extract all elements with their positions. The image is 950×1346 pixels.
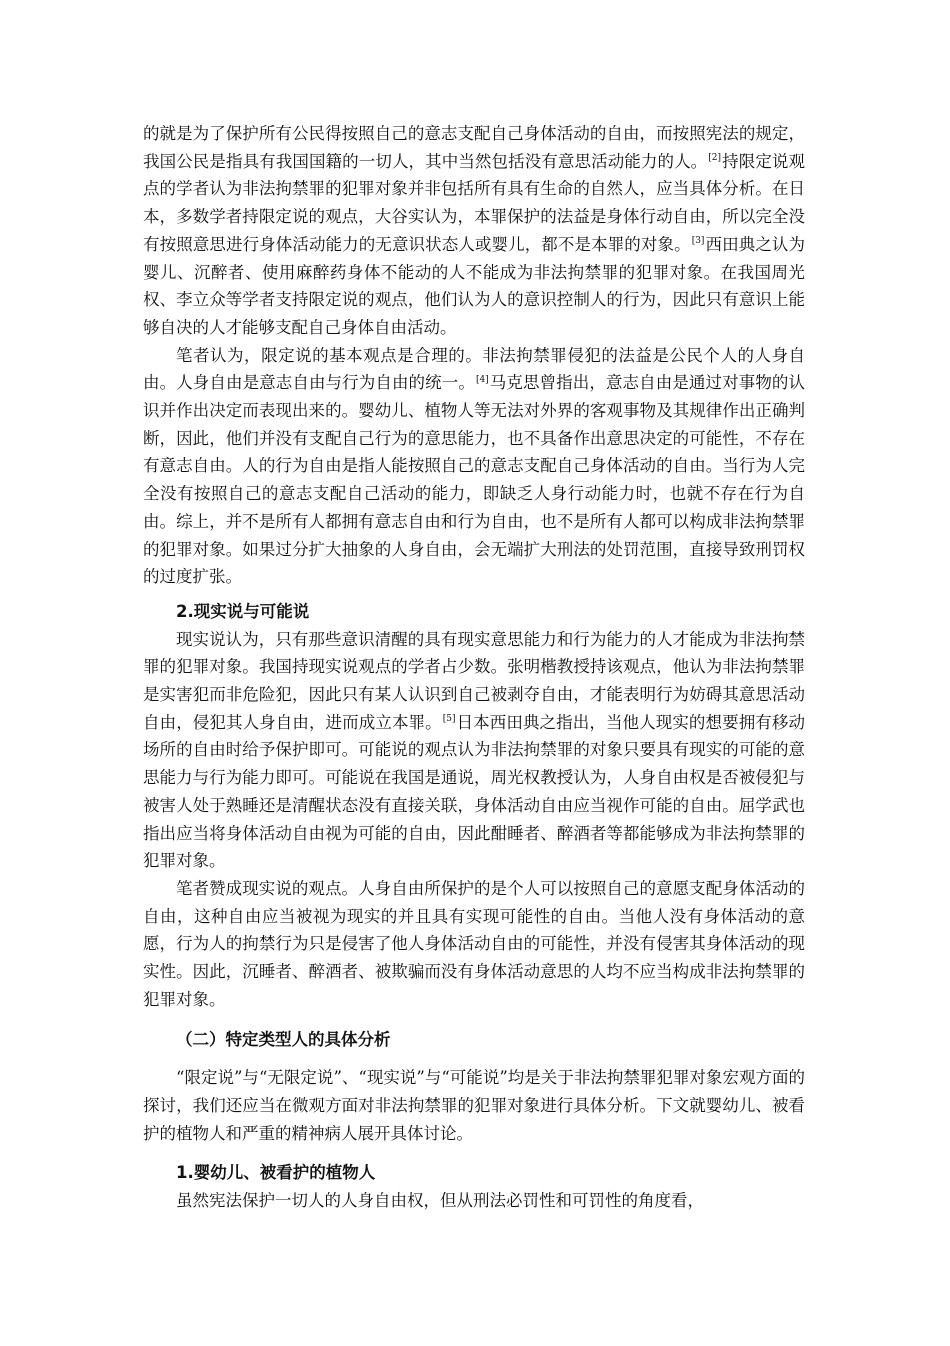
citation-4: [4] <box>475 374 489 385</box>
citation-5: [5] <box>442 714 456 725</box>
paragraph-author-view-limited: 笔者认为，限定说的基本观点是合理的。非法拘禁罪侵犯的法益是公民个人的人身自由。人身自由是意志自由与行为自由的统一。[4]马克思曾指出，意志自由是通过对事物的认识并作出决定而表现出来的。婴幼儿、植物人等无法对外界的客观事物及其规律作出正确判断，因此，他们并没有支配自己行为的意思能力，也不具备作出意思决定的可能性，不存在有意志自由。人的行为自由是指人能按照自己的意志支配自己身体活动的自由。当行为人完全没有按照自己的意志支配自己活动的能力，即缺乏人身行动能力时，也就不存在行为自由。综上，并不是所有人都拥有意志自由和行为自由，也不是所有人都可以构成非法拘禁罪的犯罪对象。如果过分扩大抽象的人身自由，会无端扩大刑法的处罚范围，直接导致刑罚权的过度扩张。 <box>143 345 806 587</box>
citation-3: [3] <box>691 236 705 247</box>
paragraph-limited-theory: 的就是为了保护所有公民得按照自己的意志支配自己身体活动的自由，而按照宪法的规定，我国公民是指具有我国国籍的一切人，其中当然包括没有意思活动能力的人。[2]持限定说观点的学者认为非法拘禁罪的犯罪对象并非包括所有具有生命的自然人，应当具体分析。在日本，多数学者持限定说的观点，大谷实认为，本罪保护的法益是身体行动自由，所以完全没有按照意思进行身体活动能力的无意识状态人或婴儿，都不是本罪的对象。[3]西田典之认为婴儿、沉醉者、使用麻醉药身体不能动的人不能成为非法拘禁罪的犯罪对象。在我国周光权、李立众等学者支持限定说的观点，他们认为人的意识控制人的行为，因此只有意识上能够自决的人才能够支配自己身体自由活动。 <box>143 124 806 337</box>
paragraph-author-view-reality: 笔者赞成现实说的观点。人身自由所保护的是个人可以按照自己的意愿支配身体活动的自由，这种自由应当被视为现实的并且具有实现可能性的自由。当他人没有身体活动的意愿，行为人的拘禁行为只是侵害了他人身体活动自由的可能性，并没有侵害其身体活动的现实性。因此，沉睡者、醉酒者、被欺骗而没有身体活动意思的人均不应当构成非法拘禁罪的犯罪对象。 <box>143 878 805 1009</box>
heading-reality-vs-possibility: 2.现实说与可能说 <box>176 601 310 621</box>
body-text <box>143 120 805 1215</box>
citation-2: [2] <box>708 153 722 164</box>
heading-specific-types: （二）特定类型人的具体分析 <box>176 1029 391 1049</box>
heading-infants-vegetative: 1.婴幼儿、被看护的植物人 <box>176 1163 376 1183</box>
paragraph-macro-micro: “限定说”与“无限定说”、“现实说”与“可能说”均是关于非法拘禁罪犯罪对象宏观方面的探讨，我们还应当在微观方面对非法拘禁罪的犯罪对象进行具体分析。下文就婴幼儿、被看护的植物人和严重的精神病人展开具体讨论。 <box>143 1068 805 1143</box>
paragraph-constitution: 虽然宪法保护一切人的人身自由权，但从刑法必罚性和可罚性的角度看， <box>176 1191 704 1211</box>
paragraph-reality-theory: 现实说认为，只有那些意识清醒的具有现实意思能力和行为能力的人才能成为非法拘禁罪的犯罪对象。我国持现实说观点的学者占少数。张明楷教授持该观点，他认为非法拘禁罪是实害犯而非危险犯，因此只有某人认识到自己被剥夺自由，才能表明行为妨碍其意思活动自由，侵犯其人身自由，进而成立本罪。[5]日本西田典之指出，当他人现实的想要拥有移动场所的自由时给予保护即可。可能说的观点认为非法拘禁罪的对象只要具有现实的可能的意思能力与行为能力即可。可能说在我国是通说，周光权教授认为，人身自由权是否被侵犯与被害人处于熟睡还是清醒状态没有直接关联，身体活动自由应当视作可能的自由。屈学武也指出应当将身体活动自由视为可能的自由，因此酣睡者、醉酒者等都能够成为非法拘禁罪的犯罪对象。 <box>143 629 806 871</box>
